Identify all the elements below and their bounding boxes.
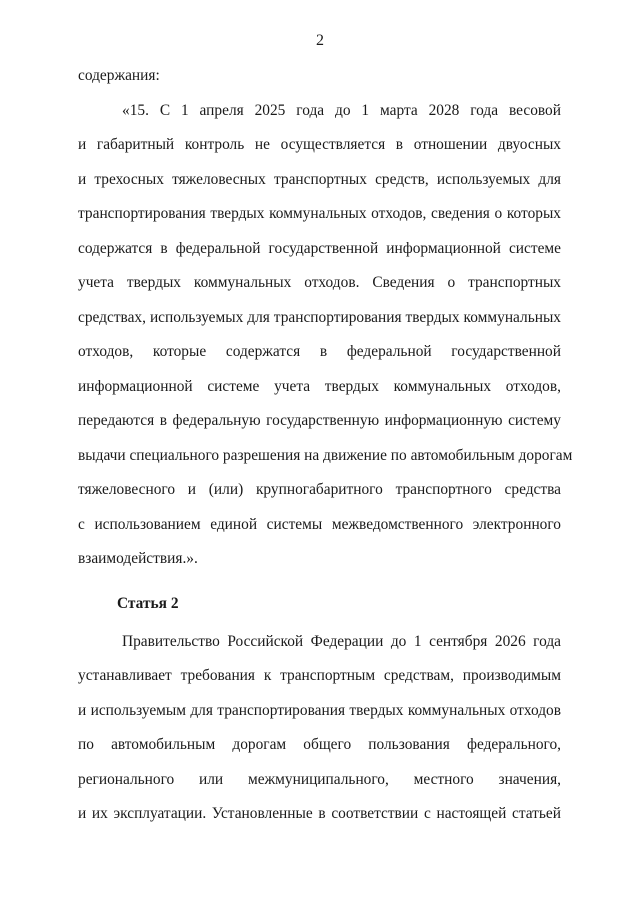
text-line: устанавливает требования к транспортным средствам, производимым [78,667,561,684]
text-line: Правительство Российской Федерации до 1 сентября 2026 года [122,632,561,650]
text-line: передаются в федеральную государственную информационную систему [78,412,561,429]
text-line: и габаритный контроль не осуществляется в отношении двуосных [78,136,561,153]
paragraph-amendment [78,97,573,580]
text-line: выдачи специального разрешения на движение по автомобильным дорогам [78,446,573,464]
text-line: отходов, которые содержатся в федеральной государственной [78,343,561,360]
text-line: информационной системе учета твердых коммунальных отходов, [78,377,561,395]
paragraph-article-2 [78,628,561,835]
text-line: с использованием единой системы межведомственного электронного [78,515,561,533]
text-line: тяжеловесного и (или) крупногабаритного транспортного средства [78,481,561,498]
text-line: взаимодействия.». [78,550,198,567]
document-body [78,62,573,835]
text-line: регионального или межмуниципального, местного значения, [78,770,561,788]
text-line: и используемым для транспортирования твердых коммунальных отходов [78,701,561,719]
text-line: по автомобильным дорогам общего пользования федерального, [78,736,561,753]
text-line: транспортирования твердых коммунальных отходов, сведения о которых [78,205,561,222]
text-line: «15. С 1 апреля 2025 года до 1 марта 2028 года весовой [122,101,561,119]
text-line: и трехосных тяжеловесных транспортных средств, используемых для [78,170,561,188]
text-line: и их эксплуатации. Установленные в соответствии с настоящей статьей [78,805,561,822]
text-line: средствах, используемых для транспортирования твердых коммунальных [78,308,561,326]
text-line: учета твердых коммунальных отходов. Сведения о транспортных [78,274,561,291]
text-line: содержания: [78,67,160,84]
page-number: 2 [316,32,324,49]
text-line: содержатся в федеральной государственной информационной системе [78,239,561,257]
article-heading: Статья 2 [117,594,179,612]
